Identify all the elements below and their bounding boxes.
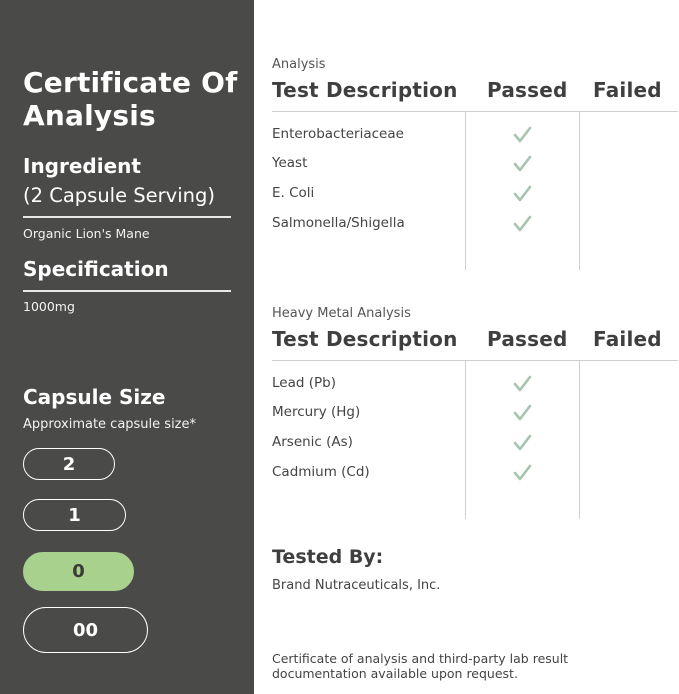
ingredient-heading: Ingredient	[23, 154, 141, 178]
tested-by-heading: Tested By:	[272, 546, 384, 568]
column-divider	[579, 361, 580, 519]
heavy-metal-header-passed: Passed	[487, 327, 568, 351]
heavy-metal-header-failed: Failed	[593, 327, 662, 351]
document-title: Certificate Of Analysis	[23, 66, 238, 132]
analysis-header-description: Test Description	[272, 78, 458, 102]
column-divider	[465, 112, 466, 270]
heavy-metal-header-description: Test Description	[272, 327, 458, 351]
capsule-size-0-selected: 0	[23, 552, 134, 591]
table-row-label: Salmonella/Shigella	[272, 215, 405, 231]
table-row-label: Enterobacteriaceae	[272, 126, 404, 142]
divider	[23, 216, 231, 218]
checkmark-icon	[511, 462, 533, 484]
heavy-metal-section-label: Heavy Metal Analysis	[272, 306, 411, 321]
capsule-size-1: 1	[23, 499, 126, 531]
table-header-rule	[272, 360, 678, 361]
checkmark-icon	[511, 183, 533, 205]
serving-size: (2 Capsule Serving)	[23, 184, 215, 207]
table-row-label: E. Coli	[272, 185, 315, 201]
checkmark-icon	[511, 373, 533, 395]
checkmark-icon	[511, 153, 533, 175]
analysis-section-label: Analysis	[272, 57, 326, 72]
analysis-header-passed: Passed	[487, 78, 568, 102]
table-row-label: Lead (Pb)	[272, 375, 336, 391]
left-panel	[0, 0, 254, 694]
ingredient-name: Organic Lion's Mane	[23, 226, 150, 241]
checkmark-icon	[511, 432, 533, 454]
checkmark-icon	[511, 124, 533, 146]
checkmark-icon	[511, 213, 533, 235]
capsule-size-heading: Capsule Size	[23, 385, 166, 409]
divider	[23, 290, 231, 292]
table-row-label: Arsenic (As)	[272, 434, 353, 450]
capsule-size-2: 2	[23, 448, 115, 480]
footnote: Certificate of analysis and third-party lab result documentation available upon request.	[272, 651, 569, 681]
specification-value: 1000mg	[23, 299, 75, 314]
lab-name: Brand Nutraceuticals, Inc.	[272, 578, 441, 593]
table-row-label: Mercury (Hg)	[272, 404, 361, 420]
checkmark-icon	[511, 402, 533, 424]
table-row-label: Yeast	[272, 155, 308, 171]
specification-heading: Specification	[23, 257, 169, 281]
capsule-size-00: 00	[23, 607, 148, 653]
table-header-rule	[272, 111, 678, 112]
analysis-header-failed: Failed	[593, 78, 662, 102]
column-divider	[579, 112, 580, 270]
capsule-size-note: Approximate capsule size*	[23, 417, 196, 432]
table-row-label: Cadmium (Cd)	[272, 464, 370, 480]
column-divider	[465, 361, 466, 519]
